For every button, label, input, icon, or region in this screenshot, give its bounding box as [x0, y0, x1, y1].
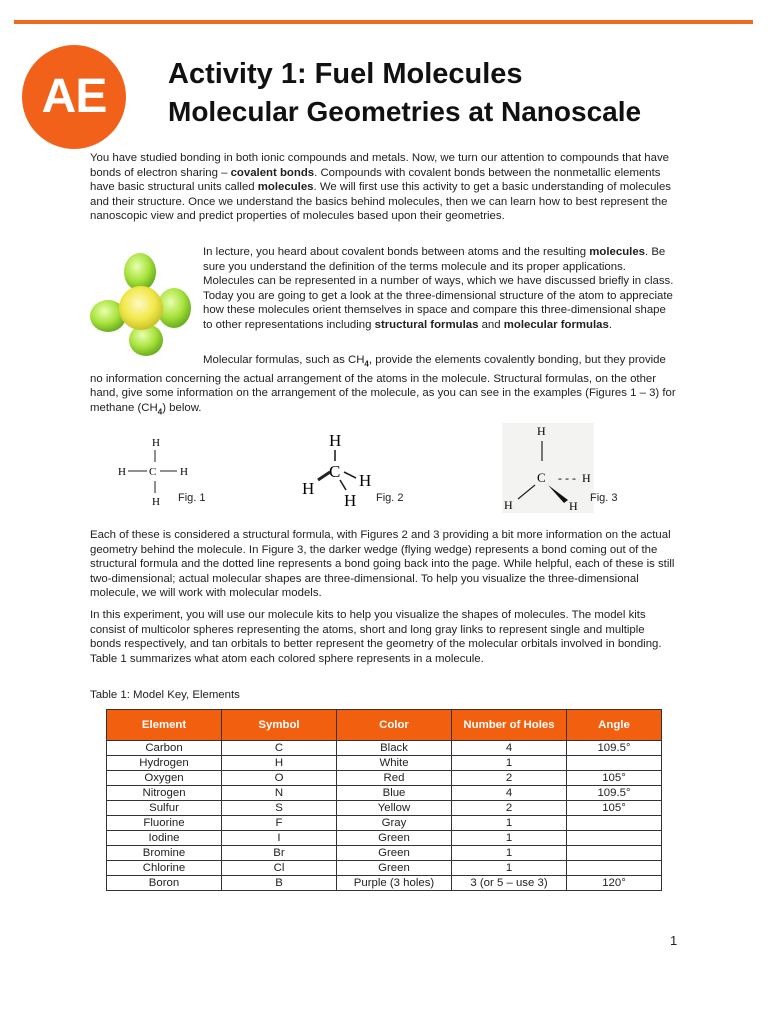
table-cell: 1 [452, 756, 567, 771]
formulas-text-1: Molecular formulas, such as CH [203, 354, 365, 366]
lecture-paragraph [203, 245, 675, 332]
table-row [107, 831, 662, 846]
table-caption: Table 1: Model Key, Elements [90, 689, 240, 701]
table-cell: Yellow [337, 801, 452, 816]
table-cell: Black [337, 741, 452, 756]
table-cell: S [222, 801, 337, 816]
table-row [107, 786, 662, 801]
table-cell: 109.5° [567, 741, 662, 756]
table-cell [567, 846, 662, 861]
fig2-label: Fig. 2 [376, 492, 404, 504]
table-body [107, 741, 662, 891]
table-cell: Gray [337, 816, 452, 831]
table-cell: Red [337, 771, 452, 786]
page-subtitle: Molecular Geometries at Nanoscale [168, 96, 642, 127]
table-cell: B [222, 876, 337, 891]
fig1-c: C [149, 466, 157, 478]
ae-logo: AE [22, 45, 126, 149]
table-cell: 1 [452, 846, 567, 861]
intro-paragraph [90, 151, 676, 224]
header-element: Element [107, 710, 222, 741]
fig1-label: Fig. 1 [178, 492, 206, 504]
formulas-text-3: ) below. [162, 401, 202, 414]
figure-2-structural-formula [298, 428, 378, 512]
table-cell: Br [222, 846, 337, 861]
fig3-dash-bond: - - - [558, 471, 576, 485]
table-cell: C [222, 741, 337, 756]
intro-bold-covalent-bonds: covalent bonds [230, 166, 315, 179]
header-symbol: Symbol [222, 710, 337, 741]
lecture-text-1: In lecture, you heard about covalent bonds between atoms and the resulting [203, 246, 590, 258]
lecture-text-2: . Be sure you understand the definition of the terms molecule and its proper applications. Molecules can be represented in a number of ways, which we have discussed briefly in class. Today you are going to get a look at the three-dimensional structure of the atom to appreciate how these molecules orient themselves in space and compare this three-dimensional shape to other representations including [203, 246, 674, 331]
header-number-of-holes: Number of Holes [452, 710, 567, 741]
table-cell: O [222, 771, 337, 786]
header-angle: Angle [567, 710, 662, 741]
table-cell: 109.5° [567, 786, 662, 801]
table-row [107, 816, 662, 831]
formulas-paragraph [90, 353, 676, 420]
table-cell: Iodine [107, 831, 222, 846]
formulas-sub-1: 4 [364, 359, 369, 369]
fig2-h-bottom: H [344, 491, 357, 510]
table-cell [567, 831, 662, 846]
intro-bold-molecules: molecules [257, 181, 314, 193]
table-cell: 105° [567, 771, 662, 786]
fig3-h-bottom: H [569, 499, 578, 513]
table-cell: 2 [452, 801, 567, 816]
page-number: 1 [670, 933, 678, 948]
table-cell: 1 [452, 831, 567, 846]
table-cell: Green [337, 861, 452, 876]
intro-text-1: You have studied bonding in both ionic compounds and metals. Now, we turn our attention to compounds that have bonds of electron sharing – [90, 152, 669, 179]
fig1-h-left: H [118, 466, 126, 478]
table-row [107, 771, 662, 786]
table-cell: 120° [567, 876, 662, 891]
table-cell: 105° [567, 801, 662, 816]
table-row [107, 756, 662, 771]
structural-paragraph: Each of these is considered a structural formula, with Figures 2 and 3 providing a bit more information on the actual geometry behind the molecule. In Figure 3, the darker wedge (flying wedge) represents a bond coming out of the structural formula and the dotted line represents a bond going back into the page. While helpful, each of these is still two-dimensional; actual molecular shapes are three-dimensional. To help you visualize the three-dimensional molecule, we will work with molecular models. [90, 529, 675, 599]
figure-3-wedge-formula [502, 423, 594, 513]
table-cell: Green [337, 846, 452, 861]
table-cell: Fluorine [107, 816, 222, 831]
table-cell: 4 [452, 786, 567, 801]
table-cell [567, 861, 662, 876]
fig3-h-right: H [582, 471, 591, 485]
table-cell: 1 [452, 816, 567, 831]
fig1-h-top: H [152, 437, 160, 449]
table-cell: Blue [337, 786, 452, 801]
table-cell: Carbon [107, 741, 222, 756]
fig3-c: C [537, 470, 546, 485]
fig3-h-left: H [504, 498, 513, 512]
table-header-row [107, 710, 662, 741]
table-cell: 3 (or 5 – use 3) [452, 876, 567, 891]
fig1-h-bottom: H [152, 496, 160, 508]
fig3-label: Fig. 3 [590, 492, 618, 504]
fig2-c: C [329, 462, 341, 481]
table-cell [567, 816, 662, 831]
fig2-h-left: H [302, 479, 315, 498]
top-rule [14, 20, 753, 24]
table-cell: Oxygen [107, 771, 222, 786]
lecture-bold-molecules: molecules [589, 246, 645, 258]
table-cell: I [222, 831, 337, 846]
table-row [107, 846, 662, 861]
table-cell: H [222, 756, 337, 771]
table-cell: 1 [452, 861, 567, 876]
formulas-sub-2: 4 [157, 407, 163, 417]
table-row [107, 876, 662, 891]
lecture-bold-molecular-formulas: molecular formulas [503, 318, 609, 331]
table-cell: Bromine [107, 846, 222, 861]
table-cell: White [337, 756, 452, 771]
table-cell: Purple (3 holes) [337, 876, 452, 891]
table-row [107, 861, 662, 876]
lecture-bold-structural-formulas: structural formulas [374, 318, 479, 331]
table-cell: 4 [452, 741, 567, 756]
header-color: Color [337, 710, 452, 741]
fig1-h-right: H [180, 466, 188, 478]
fig2-h-top: H [329, 431, 342, 450]
fig3-h-top: H [537, 424, 546, 438]
intro-text-2: . Compounds with covalent bonds between the nonmetallic elements have basic structural units called [90, 166, 661, 193]
model-key-table [106, 709, 662, 891]
lecture-text-4: . [608, 318, 613, 331]
fig2-h-right: H [359, 471, 372, 490]
molecule-3d-image [86, 250, 194, 360]
table-cell: Green [337, 831, 452, 846]
table-cell: Chlorine [107, 861, 222, 876]
page-title: Activity 1: Fuel Molecules [168, 58, 523, 90]
lecture-text-3: and [478, 318, 504, 331]
table-cell: 2 [452, 771, 567, 786]
table-cell: Sulfur [107, 801, 222, 816]
table-cell [567, 756, 662, 771]
table-row [107, 741, 662, 756]
intro-text-3: . We will first use this activity to get a basic understanding of molecules and their structure. Once we understand the basics behind molecules, then we can learn how to best represent the nanoscopic view and predict properties of molecules based upon their geometries. [90, 181, 671, 222]
table-cell: N [222, 786, 337, 801]
formulas-text-2: , provide the elements covalently bonding, but they provide no information concerning the actual arrangement of the atoms in the molecule. Structural formulas, on the other hand, give some information on the arrangement of the molecule, as you can see in the examples (Figures 1 – 3) for methane (CH [90, 354, 676, 414]
table-cell: Hydrogen [107, 756, 222, 771]
table-cell: F [222, 816, 337, 831]
table-row [107, 801, 662, 816]
experiment-paragraph: In this experiment, you will use our molecule kits to help you visualize the shapes of molecules. The model kits consist of multicolor spheres representing the atoms, short and long gray links to represent single and multiple bonds respectively, and tan orbitals to better represent the geometry of the molecular orbitals involved in bonding. Table 1 summarizes what atom each colored sphere represents in a molecule. [90, 609, 662, 665]
table-cell: Nitrogen [107, 786, 222, 801]
table-cell: Cl [222, 861, 337, 876]
table-cell: Boron [107, 876, 222, 891]
